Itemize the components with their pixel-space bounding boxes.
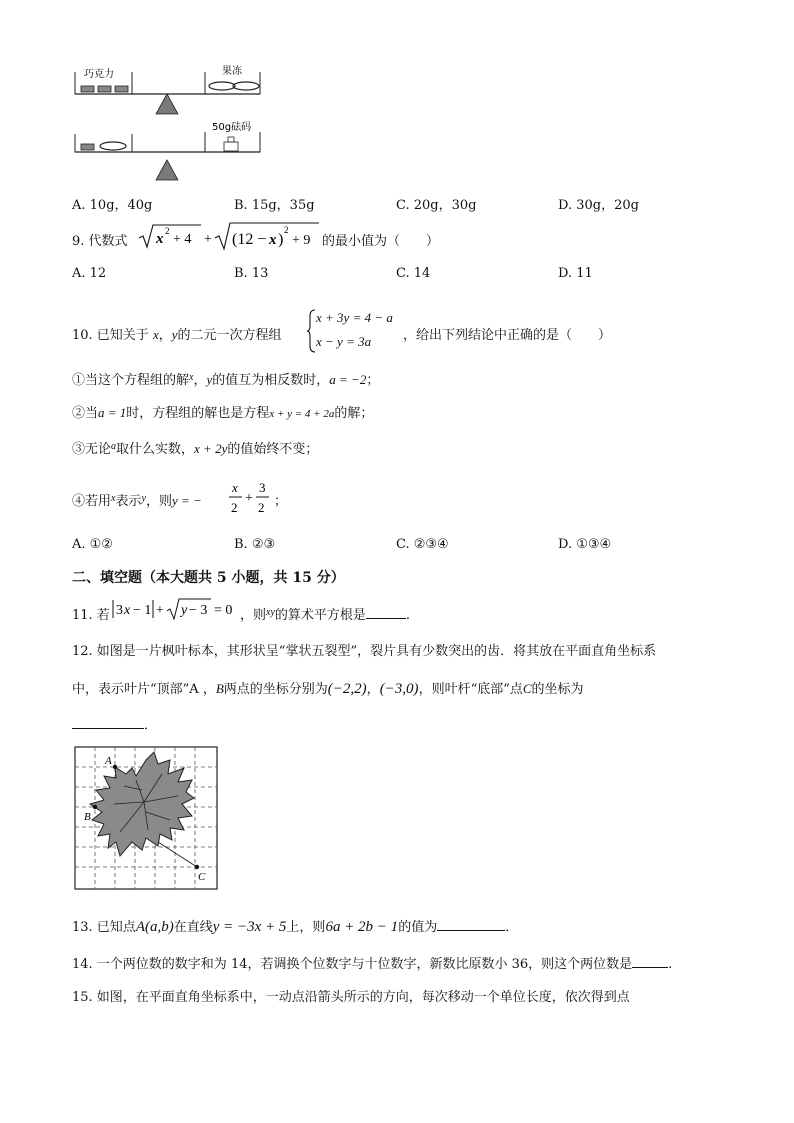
- q10-s1-end: ；: [366, 373, 380, 388]
- q13-point: A(a,b): [135, 919, 174, 935]
- leaf-label-b: B: [84, 811, 91, 823]
- q10-s4-text-e: ，则: [145, 494, 172, 509]
- q12-text-c: 两点的坐标分别为: [223, 682, 328, 697]
- q12-text-e: ，则叶杆“底部”点: [418, 682, 523, 697]
- q13-line: y = −3x + 5: [212, 919, 287, 935]
- q11-expression: [111, 596, 239, 622]
- q12-text-a: 中，表示叶片“顶部”A ，: [72, 682, 216, 697]
- q12-point-b: B: [215, 681, 224, 696]
- q10-suffix: ，给出下列结论中正确的是（ ）: [403, 328, 612, 343]
- q11-tail: [240, 604, 410, 623]
- q12-text-g: 的坐标为: [531, 682, 584, 697]
- q10-s4-var-y: y: [141, 493, 146, 504]
- chocolate-label: 巧克力: [84, 69, 114, 80]
- q13-expr: 6a + 2b − 1: [325, 919, 399, 935]
- q13-prefix: 13. 已知点: [72, 920, 136, 935]
- svg-text:2: 2: [231, 500, 238, 515]
- q10-brace: [306, 308, 316, 354]
- q10-comma: ，: [158, 328, 172, 343]
- leaf-label-c: C: [198, 871, 206, 883]
- q10-s4-fractions: [228, 478, 276, 518]
- q10-option-a[interactable]: A. ①②: [72, 537, 113, 552]
- q8-option-b[interactable]: B. 15g，35g: [234, 198, 315, 213]
- q10-s4-var-x: x: [111, 493, 116, 504]
- q10-statement-4: [72, 490, 202, 509]
- q13-answer-blank[interactable]: [437, 918, 505, 931]
- q14-end: .: [668, 957, 673, 972]
- q11-var: xy: [266, 607, 275, 618]
- svg-text:y: y: [181, 603, 188, 618]
- q10-statement-3: [72, 438, 318, 457]
- maple-leaf-figure: [74, 746, 220, 892]
- q9-option-c[interactable]: C. 14: [396, 266, 431, 281]
- q10-s1-math: a = −2: [329, 372, 367, 387]
- svg-text:2: 2: [284, 225, 289, 235]
- q11-answer-blank[interactable]: [366, 606, 406, 619]
- q10-s2-text-a: ②当: [72, 406, 99, 421]
- q10-statement-1: [72, 369, 379, 388]
- q10-s2-text-c: 时，方程组的解也是方程: [126, 406, 270, 421]
- q10-s2-end: 的解；: [334, 406, 374, 421]
- q10-stem: [72, 324, 282, 343]
- q11-prefix: 11. 若: [72, 608, 110, 623]
- q8-option-a[interactable]: A. 10g，40g: [72, 198, 153, 213]
- q10-eq1: x + 3y = 4 − a: [316, 310, 393, 325]
- q10-s4-end: ；: [274, 494, 288, 509]
- q9-expression: [137, 220, 323, 252]
- svg-text:+ 9: + 9: [292, 233, 311, 248]
- q10-s3-end: 的值始终不变；: [227, 442, 319, 457]
- svg-text:= 0: = 0: [214, 603, 233, 618]
- q12-answer-line: [72, 714, 157, 733]
- q12-line1: 12. 如图是一片枫叶标本，其形状呈“掌状五裂型”，裂片具有少数突出的齿．将其放在平面直角坐标系: [72, 644, 657, 659]
- q9-prefix: 9. 代数式: [72, 234, 128, 249]
- q12-answer-blank[interactable]: [72, 716, 144, 729]
- svg-text:2: 2: [165, 226, 170, 236]
- jelly-label: 果冻: [222, 66, 242, 77]
- q10-statement-2: [72, 402, 373, 421]
- q12-coord-a: (−2,2): [327, 681, 367, 697]
- q14: [72, 953, 672, 972]
- svg-text:+: +: [204, 232, 212, 247]
- leaf-label-a: A: [105, 755, 112, 767]
- q12-coord-b: (−3,0): [379, 681, 419, 697]
- q10-s1-text-a: ①当这个方程组的解: [72, 373, 190, 388]
- svg-text:+ 4: + 4: [173, 232, 192, 247]
- q13-mid2: 上，则: [286, 920, 326, 935]
- q8-option-d[interactable]: D. 30g，20g: [558, 198, 639, 213]
- q9-option-a[interactable]: A. 12: [72, 266, 107, 281]
- balance-figure: [70, 62, 280, 187]
- svg-text:+: +: [156, 603, 164, 618]
- q10-eq2: x − y = 3a: [316, 334, 372, 349]
- svg-text:− 1: − 1: [133, 603, 152, 618]
- q10-s1-text-c: 的值互为相反数时，: [212, 373, 330, 388]
- q10-s1-var-x: x: [189, 372, 194, 383]
- q14-answer-blank[interactable]: [632, 955, 668, 968]
- q10-s2-math-a: a = 1: [98, 405, 127, 420]
- q13: [72, 916, 518, 936]
- q13-suffix: 的值为: [398, 920, 438, 935]
- q10-option-d[interactable]: D. ①③④: [558, 537, 612, 552]
- q10-s3-var-a: a: [111, 441, 117, 452]
- q15-text: 15. 如图，在平面直角坐标系中，一动点沿箭头所示的方向，每次移动一个单位长度，依次得到点: [72, 990, 630, 1005]
- q10-s2-equation: x + y = 4 + 2a: [269, 408, 335, 420]
- q10-var-y: y: [171, 327, 178, 342]
- q11-suffix-a: ，则: [240, 608, 267, 623]
- svg-text:(12 −: (12 −: [232, 231, 267, 248]
- q12-line2: [72, 678, 584, 698]
- q13-end: ．: [505, 920, 519, 935]
- q10-s3-text-c: 取什么实数，: [116, 442, 195, 457]
- svg-text:2: 2: [258, 500, 265, 515]
- q9-option-d[interactable]: D. 11: [558, 266, 593, 281]
- svg-text:3: 3: [116, 603, 123, 618]
- q10-prefix: 10. 已知关于: [72, 328, 149, 343]
- q10-s4-lhs: y = −: [171, 493, 202, 508]
- q11-suffix-b: 的算术平方根是: [274, 608, 366, 623]
- q9-stem: [72, 230, 128, 249]
- svg-text:− 3: − 3: [189, 603, 208, 618]
- q11-end: .: [405, 608, 411, 623]
- q12-point-c: C: [522, 681, 532, 696]
- svg-text:x: x: [156, 231, 164, 247]
- q10-var-x: x: [152, 327, 159, 342]
- q9-option-b[interactable]: B. 13: [234, 266, 269, 281]
- svg-text:): ): [278, 231, 284, 248]
- q10-s4-text-a: ④若用: [72, 494, 112, 509]
- svg-text:+: +: [245, 491, 253, 506]
- svg-text:x: x: [124, 603, 131, 618]
- svg-text:3: 3: [259, 480, 266, 495]
- section-heading: 二、填空题（本大题共 5 小题，共 15 分）: [72, 570, 345, 586]
- q13-mid: 在直线: [173, 920, 213, 935]
- q10-mid: 的二元一次方程组: [177, 328, 282, 343]
- q8-option-c[interactable]: C. 20g，30g: [396, 198, 477, 213]
- q10-option-c[interactable]: C. ②③④: [396, 537, 449, 552]
- balance-scale-1: [75, 64, 260, 114]
- svg-text:x: x: [232, 480, 238, 495]
- q10-s4-text-c: 表示: [115, 494, 142, 509]
- q10-s3-text-a: ③无论: [72, 442, 112, 457]
- q10-s1-comma: ，: [193, 373, 207, 388]
- q14-text: 14. 一个两位数的数字和为 14，若调换个位数字与十位数字，新数比原数小 36，则这个两位数是: [72, 957, 633, 972]
- balance-scale-2: [75, 120, 260, 180]
- q10-s3-expr: x + 2y: [194, 441, 228, 456]
- q10-option-b[interactable]: B. ②③: [234, 537, 276, 552]
- svg-text:x: x: [269, 232, 277, 248]
- q12-end: ．: [144, 718, 158, 733]
- q9-suffix: 的最小值为（ ）: [322, 234, 440, 249]
- weight-label: 50g砝码: [212, 122, 252, 133]
- q12-text-d: ，: [366, 682, 380, 697]
- q10-s1-var-y: y: [206, 372, 213, 387]
